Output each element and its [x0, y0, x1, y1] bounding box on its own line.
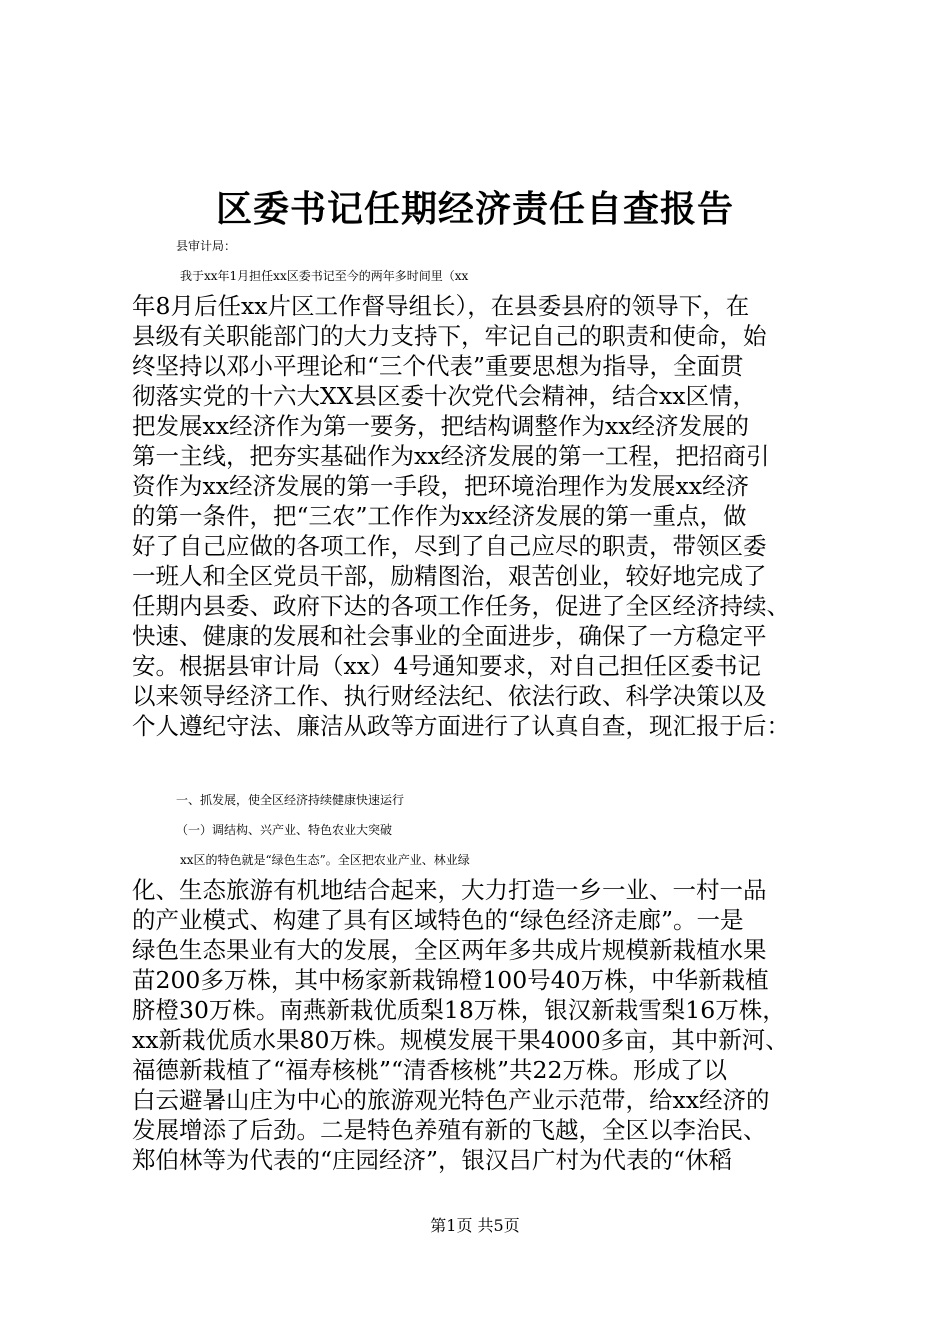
paragraph-1-line: 我于xx年1月担任xx区委书记至今的两年多时间里（xx: [180, 269, 469, 283]
section-heading: 一、抓发展，使全区经济持续健康快速运行: [176, 793, 405, 807]
paragraph-2-line: xx区的特色就是“绿色生态”。全区把农业产业、林业绿: [180, 853, 470, 867]
paragraph-1-line: 安。根据县审计局（xx）4号通知要求，对自己担任区委书记: [132, 652, 761, 680]
paragraph-2-line: 白云避暑山庄为中心的旅游观光特色产业示范带，给xx经济的: [132, 1086, 770, 1114]
page-number-footer: 第1页 共5页: [430, 1216, 520, 1235]
paragraph-1-line: 任期内县委、政府下达的各项工作任务，促进了全区经济持续、: [132, 592, 790, 620]
document-title: 区委书记任期经济责任自查报告: [215, 188, 734, 230]
paragraph-2-line: 化、生态旅游有机地结合起来，大力打造一乡一业、一村一品: [132, 876, 767, 904]
addressee: 县审计局：: [176, 239, 237, 253]
paragraph-1-line: 以来领导经济工作、执行财经法纪、依法行政、科学决策以及: [132, 682, 767, 710]
subsection-heading: （一）调结构、兴产业、特色农业大突破: [176, 823, 393, 837]
paragraph-1-line: 的第一条件，把“三农”工作作为xx经济发展的第一重点，做: [132, 502, 747, 530]
paragraph-1-line: 个人遵纪守法、廉洁从政等方面进行了认真自查，现汇报于后：: [132, 712, 790, 740]
paragraph-1-line: 第一主线，把夯实基础作为xx经济发展的第一工程，把招商引: [132, 442, 770, 470]
paragraph-1-line: 资作为xx经济发展的第一手段，把环境治理作为发展xx经济: [132, 472, 750, 500]
paragraph-1-line: 快速、健康的发展和社会事业的全面进步，确保了一方稳定平: [132, 622, 767, 650]
paragraph-2-line: 郑伯林等为代表的“庄园经济”，银汉吕广村为代表的“休稻: [132, 1146, 733, 1174]
paragraph-2-line: 脐橙30万株。南燕新栽优质梨18万株，银汉新栽雪梨16万株，: [132, 996, 786, 1024]
paragraph-1-line: 把发展xx经济作为第一要务，把结构调整作为xx经济发展的: [132, 412, 750, 440]
paragraph-1-line: 彻落实党的十六大XX县区委十次党代会精神，结合xx区情，: [132, 382, 756, 410]
paragraph-2-line: 发展增添了后劲。二是特色养殖有新的飞越，全区以李治民、: [132, 1116, 767, 1144]
paragraph-1-line: 终坚持以邓小平理论和“三个代表”重要思想为指导，全面贯: [132, 352, 744, 380]
paragraph-1-line: 县级有关职能部门的大力支持下，牢记自己的职责和使命，始: [132, 322, 767, 350]
paragraph-2-line: 苗200多万株，其中杨家新栽锦橙100号40万株，中华新栽植: [132, 966, 769, 994]
paragraph-1-line: 好了自己应做的各项工作，尽到了自己应尽的职责，带领区委: [132, 532, 767, 560]
paragraph-2-line: 绿色生态果业有大的发展，全区两年多共成片规模新栽植水果: [132, 936, 767, 964]
paragraph-1-line: 一班人和全区党员干部，励精图治，艰苦创业，较好地完成了: [132, 562, 767, 590]
paragraph-2-line: 福德新栽植了“福寿核桃”“清香核桃”共22万株。形成了以: [132, 1056, 727, 1084]
paragraph-1-line: 年8月后任xx片区工作督导组长），在县委县府的领导下，在: [132, 292, 750, 320]
paragraph-2-line: xx新栽优质水果80万株。规模发展干果4000多亩，其中新河、: [132, 1026, 789, 1054]
paragraph-2-line: 的产业模式、构建了具有区域特色的“绿色经济走廊”。一是: [132, 906, 744, 934]
